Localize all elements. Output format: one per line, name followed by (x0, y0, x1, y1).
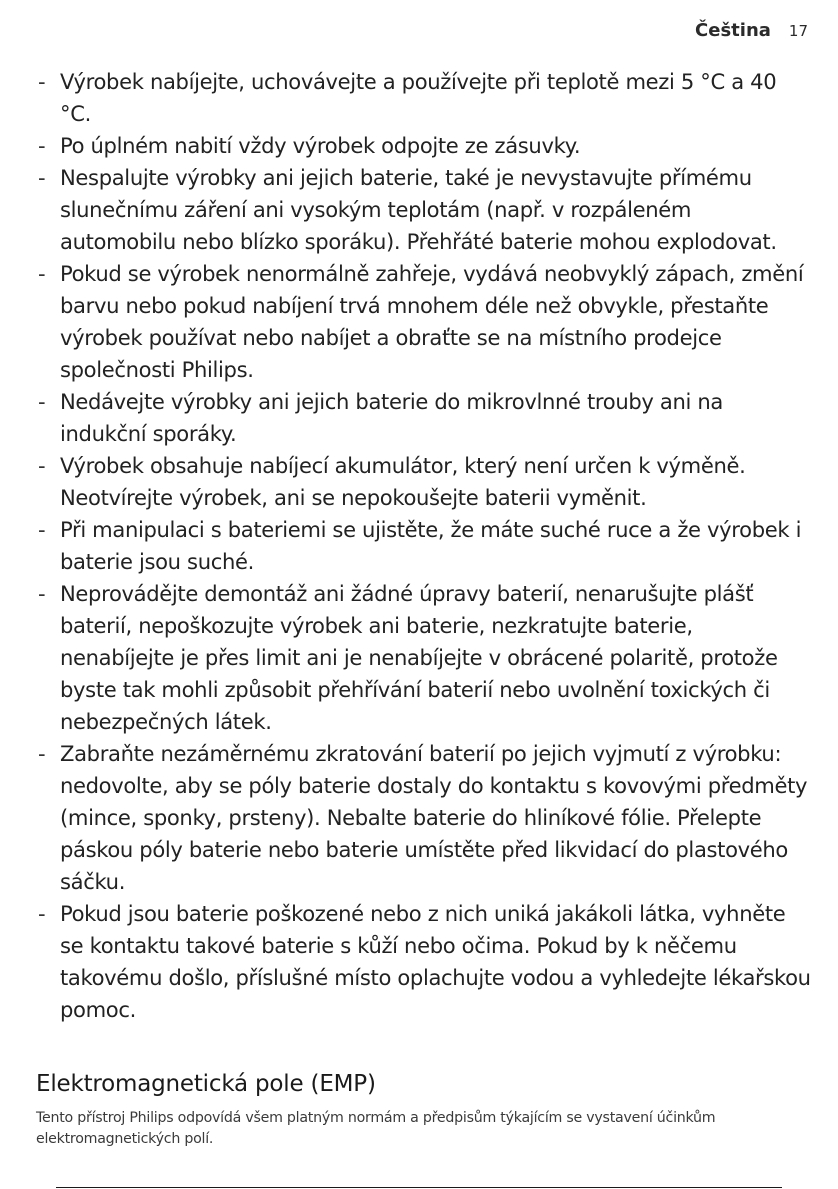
list-item (32, 898, 812, 1026)
list-item (32, 162, 812, 258)
safety-bullet-list (32, 66, 812, 1026)
list-item-text: Po úplném nabití vždy výrobek odpojte ze zásuvky. (60, 133, 581, 158)
bottom-divider (56, 1187, 782, 1188)
list-item-text: Výrobek obsahuje nabíjecí akumulátor, který není určen k výměně. Neotvírejte výrobek, ani se nepokoušejte baterii vyměnit. (60, 453, 746, 510)
list-item (32, 258, 812, 386)
bullet-dash: - (38, 165, 46, 190)
list-item (32, 578, 812, 738)
list-item-text: Výrobek nabíjejte, uchovávejte a používejte při teplotě mezi 5 °C a 40 °C. (60, 69, 777, 126)
list-item (32, 130, 812, 162)
section-paragraph: Tento přístroj Philips odpovídá všem platným normám a předpisům týkajícím se vystavení účinkům elektromagnetických polí. (36, 1110, 716, 1147)
list-item (32, 738, 812, 898)
list-item-text: Nedávejte výrobky ani jejich baterie do mikrovlnné trouby ani na indukční sporáky. (60, 389, 723, 446)
list-item (32, 66, 812, 130)
page-header (695, 20, 808, 41)
bullet-dash: - (38, 261, 46, 286)
bullet-dash: - (38, 133, 46, 158)
bullet-dash: - (38, 69, 46, 94)
list-item (32, 450, 812, 514)
list-item-text: Při manipulaci s bateriemi se ujistěte, že máte suché ruce a že výrobek i baterie jsou suché. (60, 517, 802, 574)
list-item-text: Pokud jsou baterie poškozené nebo z nich uniká jakákoli látka, vyhněte se kontaktu takové baterie s kůží nebo očima. Pokud by k něčemu takovému došlo, příslušné místo oplachujte vodou a vyhledejte lékařskou pomoc. (60, 901, 811, 1022)
list-item-text: Pokud se výrobek nenormálně zahřeje, vydává neobvyklý zápach, změní barvu nebo pokud nabíjení trvá mnohem déle než obvykle, přestaňte výrobek používat nebo nabíjet a obraťte se na místního prodejce společnosti Philips. (60, 261, 804, 382)
list-item-text: Zabraňte nezáměrnému zkratování baterií po jejich vyjmutí z výrobku: nedovolte, aby se póly baterie dostaly do kontaktu s kovovými předměty (mince, sponky, prsteny). Nebalte baterie do hliníkové fólie. Přelepte páskou póly baterie nebo baterie umístěte před likvidací do plastového sáčku. (60, 741, 808, 894)
bullet-dash: - (38, 453, 46, 478)
bullet-dash: - (38, 901, 46, 926)
bullet-dash: - (38, 581, 46, 606)
list-item-text: Nespalujte výrobky ani jejich baterie, také je nevystavujte přímému slunečnímu záření ani vysokým teplotám (např. v rozpáleném automobilu nebo blízko sporáku). Přehřáté baterie mohou explodovat. (60, 165, 777, 254)
bullet-dash: - (38, 517, 46, 542)
page-number: 17 (788, 22, 808, 40)
list-item-text: Neprovádějte demontáž ani žádné úpravy baterií, nenarušujte plášť baterií, nepoškozujte výrobek ani baterie, nezkratujte baterie, nenabíjejte je přes limit ani je nenabíjejte v obrácené polaritě, protože byste tak mohli způsobit přehřívání baterií nebo uvolnění toxických či nebezpečných látek. (60, 581, 778, 734)
list-item (32, 386, 812, 450)
bullet-dash: - (38, 389, 46, 414)
language-label: Čeština (695, 20, 771, 41)
list-item (32, 514, 812, 578)
section-title: Elektromagnetická pole (EMP) (36, 1071, 376, 1097)
bullet-dash: - (38, 741, 46, 766)
